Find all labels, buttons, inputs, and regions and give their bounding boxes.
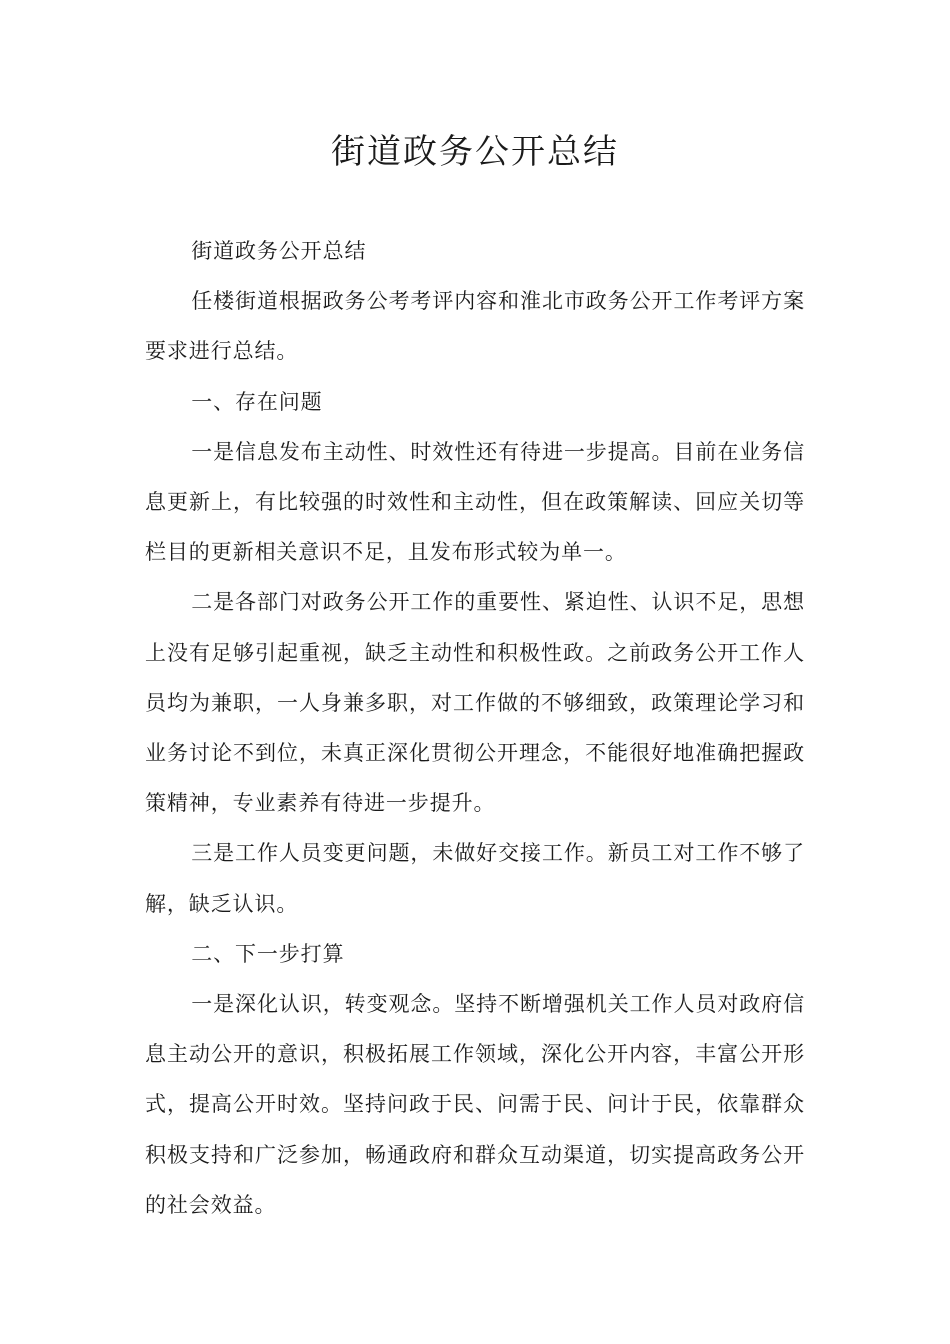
paragraph-problem-2: 二是各部门对政务公开工作的重要性、紧迫性、认识不足，思想上没有足够引起重视，缺乏主动性和积极性政。之前政务公开工作人员均为兼职，一人身兼多职，对工作做的不够细致，政策理论学习和业务讨论不到位，未真正深化贯彻公开理念，不能很好地准确把握政策精神，专业素养有待进一步提升。 (145, 590, 805, 816)
section-heading-next-steps: 二、下一步打算 (191, 941, 345, 966)
paragraph-problem-1: 一是信息发布主动性、时效性还有待进一步提高。目前在业务信息更新上，有比较强的时效性和主动性，但在政策解读、回应关切等栏目的更新相关意识不足，且发布形式较为单一。 (145, 439, 805, 565)
paragraph-subtitle: 街道政务公开总结 (191, 239, 367, 263)
section-heading-problems: 一、存在问题 (191, 389, 323, 414)
paragraph-next-step-1: 一是深化认识，转变观念。坚持不断增强机关工作人员对政府信息主动公开的意识，积极拓展工作领域，深化公开内容，丰富公开形式，提高公开时效。坚持问政于民、问需于民、问计于民，依靠群众积极支持和广泛参加，畅通政府和群众互动渠道，切实提高政务公开的社会效益。 (145, 992, 805, 1217)
paragraph-problem-3: 三是工作人员变更问题，未做好交接工作。新员工对工作不够了解，缺乏认识。 (145, 841, 805, 916)
document-body (145, 226, 805, 1230)
paragraph-intro: 任楼街道根据政务公考考评内容和淮北市政务公开工作考评方案要求进行总结。 (145, 289, 805, 364)
document-title: 街道政务公开总结 (331, 132, 619, 172)
